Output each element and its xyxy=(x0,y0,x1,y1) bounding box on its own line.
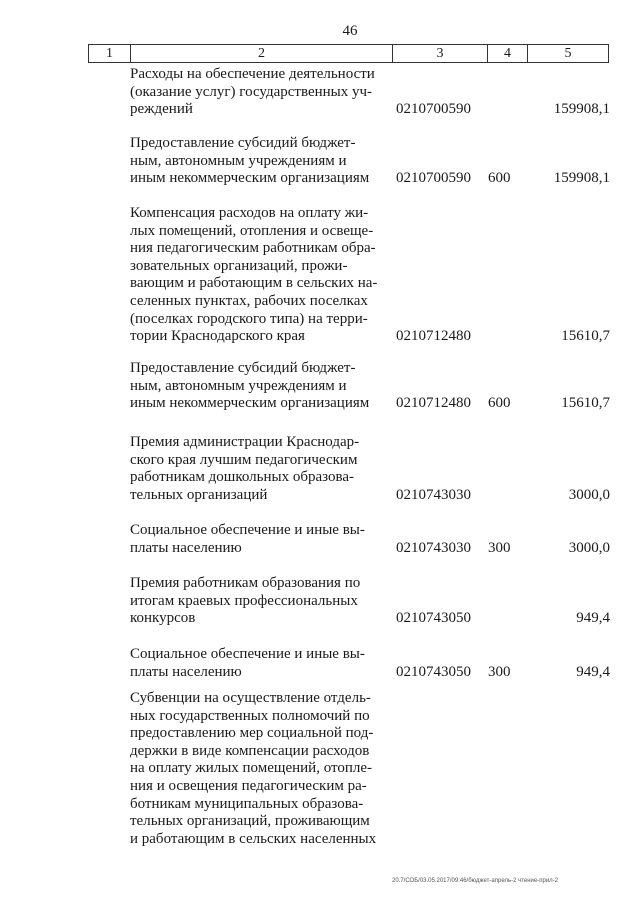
row-sum: 949,4 xyxy=(576,610,610,627)
column-header: 3 xyxy=(393,45,488,62)
column-header: 1 xyxy=(89,45,131,62)
row-name-line: Расходы на обеспечение деятельности xyxy=(130,66,375,82)
row-name-line: Социальное обеспечение и иные вы- xyxy=(130,646,365,662)
row-sum: 159908,1 xyxy=(553,170,610,187)
row-code: 0210712480 xyxy=(396,395,471,412)
row-expense-type: 600 xyxy=(488,170,511,187)
row-name-line: работникам дошкольных образова- xyxy=(130,469,355,486)
row-name-line: тельных организаций, проживающим xyxy=(130,813,370,830)
row-code: 0210700590 xyxy=(396,170,471,187)
row-name-line: реждений xyxy=(130,101,193,118)
table-row xyxy=(130,135,610,188)
column-header: 5 xyxy=(564,46,572,61)
row-sum: 3000,0 xyxy=(568,486,610,503)
row-code: 0210743050 xyxy=(396,663,471,680)
row-name-line: конкурсов xyxy=(130,610,196,627)
table-row xyxy=(130,646,610,681)
row-name-line: (оказание услуг) государственных уч- xyxy=(130,83,373,100)
row-code: 0210712480 xyxy=(396,328,471,345)
row-name-line: тельных организаций xyxy=(130,486,268,503)
row-expense-type: 300 xyxy=(488,539,511,556)
row-name-line: ния и освещения педагогическим ра- xyxy=(130,777,367,794)
row-name xyxy=(130,690,386,848)
row-code: 0210700590 xyxy=(396,101,471,118)
row-sum: 15610,7 xyxy=(561,328,610,345)
row-sum: 3000,0 xyxy=(568,539,610,556)
row-name-line: ным, автономным учреждениям и xyxy=(130,377,347,394)
row-name-line: зовательных организаций, прожи- xyxy=(130,257,348,274)
row-name-line: вающим и работающим в сельских на- xyxy=(130,275,378,292)
row-name-line: (поселках городского типа) на терри- xyxy=(130,310,368,327)
row-name xyxy=(130,646,386,681)
row-name-line: итогам краевых профессиональных xyxy=(130,592,358,609)
row-name-line: Предоставление субсидий бюджет- xyxy=(130,135,356,151)
row-name xyxy=(130,360,386,413)
row-name-line: и работающим в сельских населенных xyxy=(130,830,377,847)
table-row xyxy=(130,690,610,848)
row-name-line: платы населению xyxy=(130,539,242,556)
row-sum: 15610,7 xyxy=(561,395,610,412)
column-header: 4 xyxy=(488,45,528,62)
table-row xyxy=(130,522,610,557)
row-name-line: Премия работникам образования по xyxy=(130,575,361,591)
row-expense-type: 300 xyxy=(488,663,511,680)
row-expense-type: 600 xyxy=(488,395,511,412)
table-row xyxy=(130,575,610,628)
column-header: 2 xyxy=(131,45,393,62)
row-sum: 159908,1 xyxy=(553,101,610,118)
row-name xyxy=(130,205,386,346)
document-footer: 20.7/СОБ/03.05.2017/09:46/бюджет-апрель-2 чтение-прил-2 xyxy=(392,878,559,884)
table-row xyxy=(130,205,610,346)
row-name-line: Компенсация расходов на оплату жи- xyxy=(130,205,369,221)
row-name xyxy=(130,135,386,188)
row-name-line: предоставлению мер социальной под- xyxy=(130,725,374,742)
row-name-line: Премия администрации Краснодар- xyxy=(130,434,360,450)
row-name-line: ным, автономным учреждениям и xyxy=(130,152,347,169)
row-name-line: иным некоммерческим организациям xyxy=(130,170,370,187)
row-name xyxy=(130,522,386,557)
row-name-line: ных государственных полномочий по xyxy=(130,707,370,724)
row-name-line: Субвенции на осуществление отдель- xyxy=(130,690,371,706)
table-header xyxy=(88,44,609,63)
table-row xyxy=(130,66,610,119)
row-name-line: ского края лучшим педагогическим xyxy=(130,451,358,468)
row-name-line: ботникам муниципальных образова- xyxy=(130,795,364,812)
row-code: 0210743050 xyxy=(396,610,471,627)
row-name-line: на оплату жилых помещений, отопле- xyxy=(130,760,373,777)
row-name-line: Социальное обеспечение и иные вы- xyxy=(130,522,365,538)
row-name xyxy=(130,434,386,504)
row-name xyxy=(130,575,386,628)
table-row xyxy=(130,434,610,504)
table-row xyxy=(130,360,610,413)
row-name-line: иным некоммерческим организациям xyxy=(130,395,370,412)
row-sum: 949,4 xyxy=(576,663,610,680)
row-name-line: лых помещений, отопления и освеще- xyxy=(130,222,374,239)
row-name-line: тории Краснодарского края xyxy=(130,328,305,345)
row-name-line: Предоставление субсидий бюджет- xyxy=(130,360,356,376)
row-code: 0210743030 xyxy=(396,539,471,556)
row-name-line: платы населению xyxy=(130,663,242,680)
page-number: 46 xyxy=(342,23,358,39)
row-name-line: селенных пунктах, рабочих поселках xyxy=(130,292,368,309)
row-name-line: держки в виде компенсации расходов xyxy=(130,742,370,759)
row-code: 0210743030 xyxy=(396,486,471,503)
row-name-line: ния педагогическим работникам обра- xyxy=(130,240,376,257)
row-name xyxy=(130,66,386,119)
